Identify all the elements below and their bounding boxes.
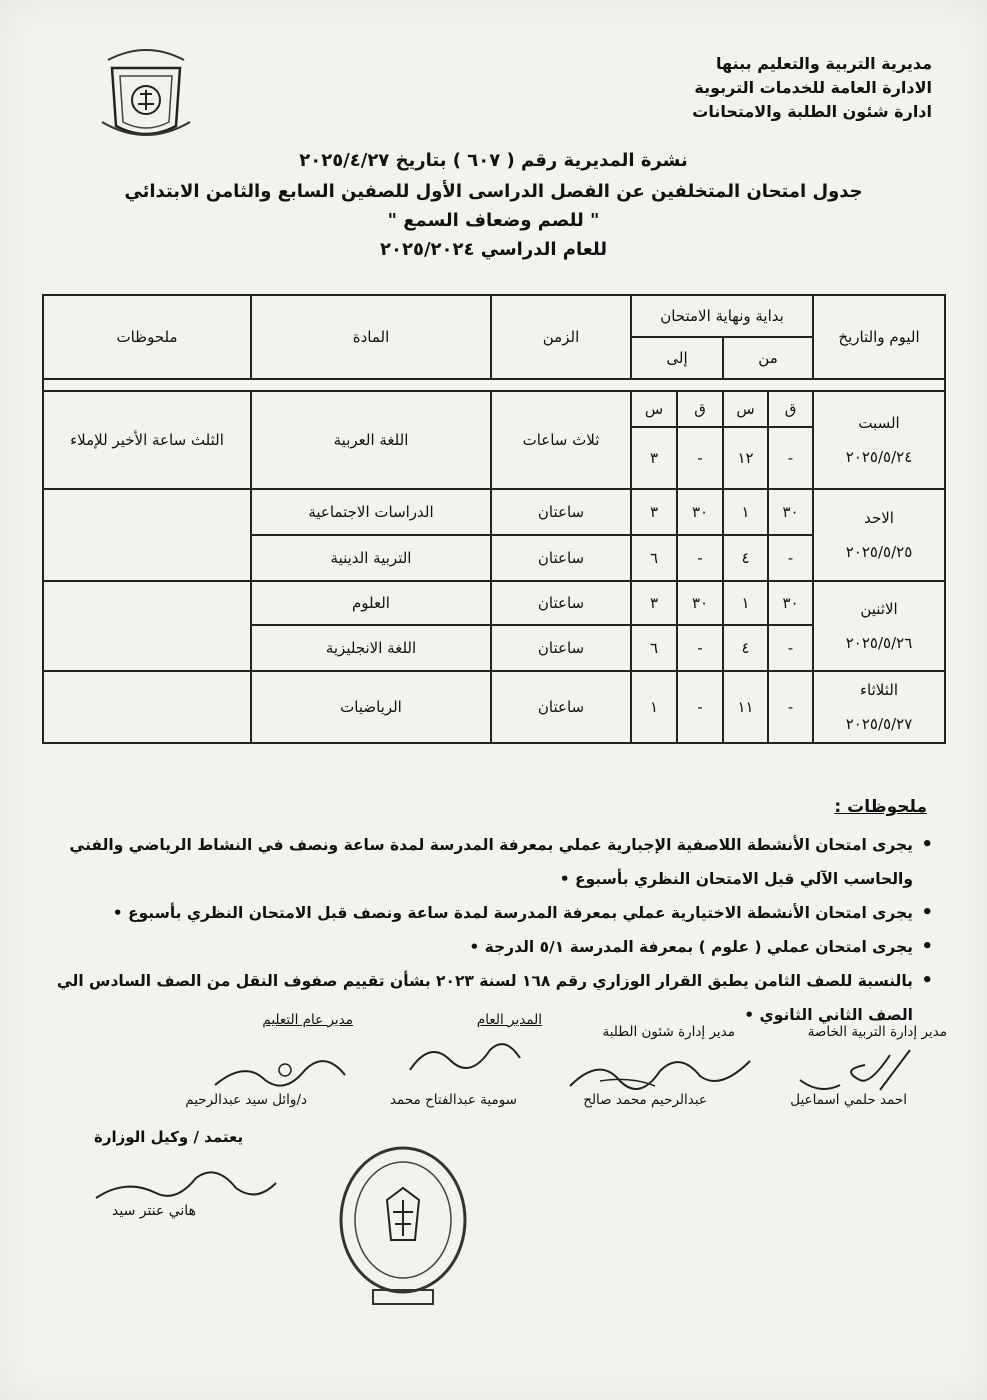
notes-heading: ملحوظات :	[834, 797, 927, 817]
note-cell: الثلث ساعة الأخير للإملاء	[43, 391, 251, 489]
to-minute: -	[677, 625, 723, 671]
day-name: الثلاثاء	[860, 681, 899, 699]
to-minute: ٣٠	[677, 581, 723, 625]
from-minute: -	[768, 427, 813, 489]
to-hour: ٦	[631, 625, 677, 671]
subject-cell: التربية الدينية	[251, 535, 491, 581]
day-name: الاثنين	[860, 600, 898, 618]
to-minute: ٣٠	[677, 489, 723, 535]
subheader-minute: ق	[768, 391, 813, 427]
signature-scribble-3	[400, 1030, 530, 1090]
to-minute: -	[677, 671, 723, 743]
note-item: • بالنسبة للصف الثامن يطبق القرار الوزاري رقم ١٦٨ لسنة ٢٠٢٣ بشأن تقييم صفوف النقل من الصف السادس الي الصف الثاني الثانوي •	[40, 964, 935, 1032]
exam-schedule-table	[42, 294, 946, 744]
duration-cell: ساعتان	[491, 671, 631, 743]
day-date: ٢٠٢٥/٥/٢٥	[845, 543, 913, 561]
note-item: • يجرى امتحان الأنشطة الاختيارية عملي بمعرفة المدرسة لمدة ساعة ونصف قبل الامتحان النظري بأسبوع •	[40, 896, 935, 930]
note-cell	[43, 489, 251, 581]
header-from: من	[723, 337, 813, 379]
day-name: السبت	[858, 414, 900, 432]
schedule-title: جدول امتحان المتخلفين عن الفصل الدراسى الأول للصفين السابع والثامن الابتدائي	[124, 181, 863, 202]
organization-header	[692, 52, 932, 124]
duration-cell: ساعتان	[491, 489, 631, 535]
from-hour: ٤	[723, 535, 768, 581]
note-cell	[43, 671, 251, 743]
signature-name-2: عبدالرحيم محمد صالح	[583, 1092, 707, 1108]
subject-cell: اللغة العربية	[251, 391, 491, 489]
signature-name-3: سومية عبدالفتاح محمد	[389, 1092, 517, 1108]
header-notes: ملحوظات	[43, 295, 251, 379]
notes-section	[40, 790, 935, 1032]
header-duration: الزمن	[491, 295, 631, 379]
duration-cell: ثلاث ساعات	[491, 391, 631, 489]
note-cell	[43, 581, 251, 671]
duration-cell: ساعتان	[491, 535, 631, 581]
official-seal	[333, 1140, 473, 1310]
academic-year: للعام الدراسي ٢٠٢٥/٢٠٢٤	[380, 239, 607, 260]
to-minute: -	[677, 427, 723, 489]
day-date: ٢٠٢٥/٥/٢٤	[845, 448, 913, 466]
to-hour: ٦	[631, 535, 677, 581]
note-item: • يجرى امتحان الأنشطة اللاصفية الإجبارية عملي بمعرفة المدرسة لمدة ساعة ونصف في النشاط الرياضي والفني والحاسب الآلي قبل الامتحان النظري بأسبوع •	[40, 828, 935, 896]
signature-name-4: د/وائل سيد عبدالرحيم	[185, 1092, 307, 1108]
day-cell-tuesday	[813, 671, 945, 743]
from-hour: ١	[723, 581, 768, 625]
day-date: ٢٠٢٥/٥/٢٦	[845, 634, 913, 652]
subject-cell: اللغة الانجليزية	[251, 625, 491, 671]
to-hour: ٣	[631, 581, 677, 625]
category-title: " للصم وضعاف السمع "	[387, 210, 600, 231]
org-line-2: الادارة العامة للخدمات التربوية	[694, 78, 932, 97]
to-minute: -	[677, 535, 723, 581]
header-start-end: بداية ونهاية الامتحان	[631, 295, 813, 337]
approval-label: يعتمد / وكيل الوزارة	[94, 1128, 244, 1146]
from-hour: ١١	[723, 671, 768, 743]
document-titles	[0, 150, 987, 260]
from-hour: ١٢	[723, 427, 768, 489]
subheader-minute: ق	[677, 391, 723, 427]
signature-scribble-1	[740, 1040, 930, 1100]
org-line-3: ادارة شئون الطلبة والامتحانات	[692, 102, 932, 121]
from-minute: ٣٠	[768, 489, 813, 535]
from-minute: -	[768, 625, 813, 671]
signature-title-student-affairs: مدير إدارة شئون الطلبة	[602, 1024, 735, 1040]
duration-cell: ساعتان	[491, 581, 631, 625]
day-cell-sunday	[813, 489, 945, 581]
org-line-1: مديرية التربية والتعليم ببنها	[716, 54, 932, 73]
duration-cell: ساعتان	[491, 625, 631, 671]
to-hour: ١	[631, 671, 677, 743]
bulletin-number: نشرة المديرية رقم ( ٦٠٧ ) بتاريخ ٢٠٢٥/٤/٢٧	[299, 150, 688, 171]
notes-list	[40, 828, 935, 1032]
subheader-hour: س	[723, 391, 768, 427]
from-minute: ٣٠	[768, 581, 813, 625]
subject-cell: العلوم	[251, 581, 491, 625]
subject-cell: الدراسات الاجتماعية	[251, 489, 491, 535]
from-minute: -	[768, 671, 813, 743]
note-item: • يجرى امتحان عملي ( علوم ) بمعرفة المدرسة ٥/١ الدرجة •	[40, 930, 935, 964]
day-date: ٢٠٢٥/٥/٢٧	[845, 715, 913, 733]
from-hour: ٤	[723, 625, 768, 671]
signature-title-general-director: المدير العام	[476, 1012, 542, 1028]
from-hour: ١	[723, 489, 768, 535]
header-day-date: اليوم والتاريخ	[813, 295, 945, 379]
from-minute: -	[768, 535, 813, 581]
signature-title-education-director: مدير عام التعليم	[262, 1012, 353, 1028]
day-name: الاحد	[864, 509, 894, 527]
signature-name-1: احمد حلمي اسماعيل	[790, 1092, 907, 1108]
directorate-logo	[96, 38, 196, 148]
approval-name: هاني عنتر سيد	[112, 1203, 196, 1219]
day-cell-monday	[813, 581, 945, 671]
subject-cell: الرياضيات	[251, 671, 491, 743]
to-hour: ٣	[631, 489, 677, 535]
day-cell-saturday	[813, 391, 945, 489]
signature-scribble-4	[205, 1040, 355, 1100]
to-hour: ٣	[631, 427, 677, 489]
header-to: إلى	[631, 337, 723, 379]
subheader-hour: س	[631, 391, 677, 427]
signature-title-special-education: مدير إدارة التربية الخاصة	[807, 1024, 947, 1040]
header-subject: المادة	[251, 295, 491, 379]
